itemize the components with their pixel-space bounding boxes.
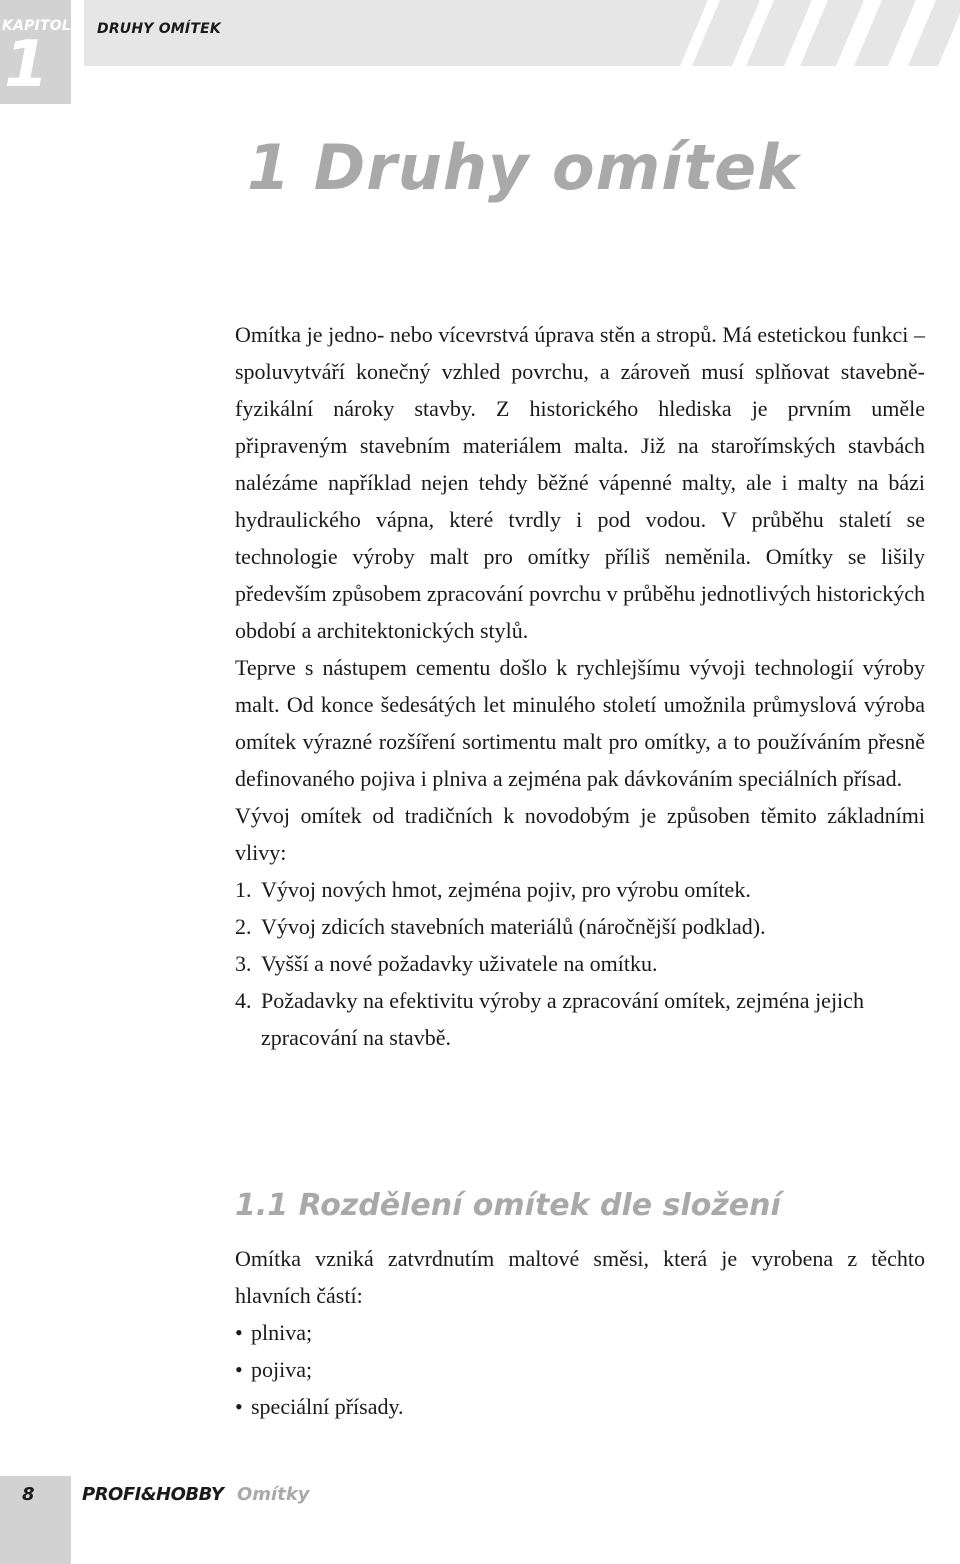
bullet-icon: • (235, 1394, 243, 1419)
running-header (84, 0, 960, 66)
section-text (235, 1240, 925, 1425)
paragraph: Vývoj omítek od tradičních k novodobým je způsoben těmito základními vlivy: (235, 803, 925, 865)
bullet-icon: • (235, 1357, 243, 1382)
footer-subtitle: Omítky (237, 1484, 310, 1505)
list-item-text: speciální přísady. (251, 1394, 404, 1419)
footer-tab (0, 1476, 71, 1564)
list-item (235, 871, 925, 908)
paragraph: Omítka vzniká zatvrdnutím maltové směsi, která je vyrobena z těchto hlavních částí: (235, 1246, 925, 1308)
list-item-text: Vývoj nových hmot, zejména pojiv, pro výrobu omítek. (261, 877, 751, 902)
list-number: 1. (235, 877, 252, 902)
chapter-tab (0, 0, 82, 104)
running-title: DRUHY OMÍTEK (97, 21, 221, 37)
paragraph: Teprve s nástupem cementu došlo k rychlejšímu vývoji technologií výroby malt. Od konce šedesátých let minulého století umožnila průmyslová výroba omítek výrazné rozšíření sortimentu malt pro omítky, a to používáním přesně definovaného pojiva i plniva a zejména pak dávkováním speciálních přísad. (235, 655, 925, 791)
list-item-text: Požadavky na efektivitu výroby a zpracování omítek, zejména jejich zpracování na stavbě. (261, 988, 864, 1050)
bullet-icon: • (235, 1320, 243, 1345)
list-number: 2. (235, 914, 252, 939)
list-number: 3. (235, 951, 252, 976)
page-number: 8 (22, 1484, 35, 1505)
footer-brand: PROFI&HOBBY (82, 1484, 224, 1505)
list-item-text: plniva; (251, 1320, 313, 1345)
intro-text (235, 316, 925, 1056)
factors-list (235, 871, 925, 1056)
page-title: 1 Druhy omítek (247, 131, 800, 204)
list-number: 4. (235, 988, 252, 1013)
list-item (235, 908, 925, 945)
chapter-label: KAPITOLA (2, 18, 82, 34)
list-item (235, 1388, 925, 1425)
list-item (235, 982, 925, 1056)
decorative-stripes-icon (660, 0, 960, 66)
section-title: 1.1 Rozdělení omítek dle složení (235, 1188, 781, 1223)
list-item-text: Vývoj zdicích stavebních materiálů (náročnější podklad). (261, 914, 766, 939)
list-item (235, 1314, 925, 1351)
paragraph: Omítka je jedno- nebo vícevrstvá úprava stěn a stropů. Má estetickou funkci – spoluvytváří konečný vzhled povrchu, a zároveň musí splňovat stavebně-fyzikální nároky stavby. Z historického hlediska je prvním uměle připraveným stavebním materiálem malta. Již na starořímských stavbách nalézáme například nejen tehdy běžné vápenné malty, ale i malty na bázi hydraulického vápna, které tvrdly i pod vodou. V průběhu staletí se technologie výroby malt pro omítky příliš neměnila. Omítky se lišily především způsobem zpracování povrchu v průběhu jednotlivých historických období a architektonických stylů. (235, 322, 925, 643)
list-item (235, 945, 925, 982)
list-item (235, 1351, 925, 1388)
chapter-number: 1 (4, 28, 49, 102)
list-item-text: pojiva; (251, 1357, 313, 1382)
composition-list (235, 1314, 925, 1425)
list-item-text: Vyšší a nové požadavky uživatele na omítku. (261, 951, 658, 976)
